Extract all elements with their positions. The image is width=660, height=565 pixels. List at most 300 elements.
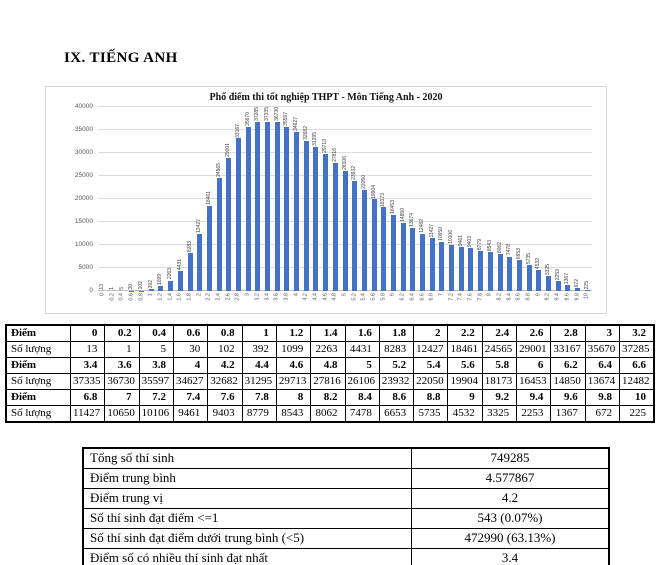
count-cell: 12482: [620, 374, 655, 390]
bar-slot: [243, 107, 253, 297]
x-axis-tick-label: 2: [195, 293, 202, 297]
row-label: Số lượng: [6, 342, 71, 358]
count-cell: 1: [105, 342, 139, 358]
score-cell: 8.2: [311, 390, 345, 406]
bar: [430, 238, 435, 291]
bar-slot: [398, 107, 408, 301]
bar-value-label: 12482: [419, 218, 426, 233]
score-cell: 4.4: [242, 358, 276, 374]
score-cell: 6.8: [71, 390, 105, 406]
bar-value-label: 29001: [225, 142, 232, 157]
bar-value-label: 8062: [496, 241, 503, 253]
count-cell: 32682: [208, 374, 242, 390]
bar: [275, 122, 280, 291]
bar: [478, 251, 483, 291]
bar: [197, 234, 202, 291]
bar-slot: [253, 107, 263, 301]
bar: [420, 234, 425, 291]
summary-label: Điểm trung vị: [83, 489, 412, 509]
score-row: [6, 390, 654, 406]
bar-value-label: 8543: [486, 239, 493, 251]
x-axis-tick-label: 4: [292, 293, 299, 297]
bar-slot: [224, 107, 234, 301]
score-cell: 7.2: [139, 390, 173, 406]
count-row: [6, 374, 654, 390]
bar-value-label: 13: [99, 284, 106, 290]
summary-statistics-table: [82, 447, 610, 565]
row-label: Điểm: [6, 325, 71, 342]
score-cell: 7.4: [173, 390, 207, 406]
bar-slot: [437, 107, 447, 297]
bar-value-label: 23932: [351, 166, 358, 180]
bar: [488, 252, 493, 291]
bar-slot: [108, 107, 118, 301]
bar-slot: [166, 107, 176, 301]
count-cell: 9403: [208, 406, 242, 423]
x-axis-tick-label: 4.6: [321, 293, 328, 301]
score-distribution-chart: [45, 86, 607, 314]
summary-value: 4.577867: [412, 469, 610, 489]
count-cell: 2253: [517, 406, 551, 423]
bar-slot: [408, 107, 418, 301]
y-axis-label: 40000: [74, 102, 93, 110]
x-axis-tick-label: 4.8: [331, 293, 338, 301]
count-cell: 10106: [139, 406, 173, 423]
bar: [158, 286, 163, 291]
bar-slot: [195, 107, 205, 297]
summary-value: 749285: [412, 448, 610, 469]
bar-slot: [379, 107, 389, 301]
x-axis-tick-label: 1.4: [166, 293, 173, 301]
score-cell: 2.8: [551, 325, 585, 342]
summary-label: Điểm trung bình: [83, 469, 412, 489]
bar: [217, 178, 222, 291]
y-axis-label: 10000: [74, 240, 93, 248]
bar: [352, 181, 357, 291]
count-row: [6, 406, 654, 423]
bar-value-label: 225: [583, 280, 590, 289]
bar-slot: [427, 107, 437, 301]
bar-value-label: 26106: [341, 156, 348, 170]
x-axis-tick-label: 8.8: [525, 293, 532, 301]
bar: [168, 281, 173, 291]
count-cell: 16453: [517, 374, 551, 390]
x-axis-tick-label: 9.4: [554, 293, 561, 301]
score-cell: 1.2: [276, 325, 310, 342]
bar-slot: [340, 107, 350, 297]
row-label: Điểm: [6, 390, 71, 406]
x-axis-tick-label: 8.4: [505, 293, 512, 301]
bar-slot: [146, 107, 156, 297]
bar-slot: [563, 107, 573, 301]
bar-value-label: 14850: [399, 207, 406, 222]
summary-value: 4.2: [412, 489, 610, 509]
score-cell: 0.6: [173, 325, 207, 342]
bar: [507, 257, 512, 291]
x-axis-tick-label: 9.2: [544, 293, 551, 301]
bar: [333, 163, 338, 291]
bar: [255, 122, 260, 291]
bar-slot: [553, 107, 563, 301]
bar-slot: [98, 107, 108, 297]
bar: [381, 207, 386, 291]
score-cell: 4: [173, 358, 207, 374]
bar-slot: [418, 107, 428, 301]
count-cell: 6653: [379, 406, 413, 423]
bar-value-label: 32682: [302, 125, 309, 140]
score-cell: 5.6: [448, 358, 482, 374]
x-axis-tick-label: 0.6: [128, 293, 135, 301]
bar-value-label: 11427: [428, 223, 435, 238]
count-cell: 102: [208, 342, 242, 358]
bar-value-label: 18461: [205, 191, 212, 206]
score-cell: 9: [448, 390, 482, 406]
score-cell: 2.6: [517, 325, 551, 342]
bar-value-label: 29713: [322, 139, 329, 154]
score-frequency-table: [5, 324, 655, 423]
bar-value-label: 1367: [564, 272, 571, 284]
bar-value-label: 1: [109, 287, 116, 290]
score-cell: 10: [620, 390, 655, 406]
bar: [575, 288, 580, 291]
x-axis-tick-label: 5.4: [360, 293, 367, 301]
score-cell: 1.6: [345, 325, 379, 342]
count-cell: 33167: [551, 342, 585, 358]
score-cell: 2.2: [448, 325, 482, 342]
bar-slot: [350, 107, 360, 301]
bar-value-label: 2263: [167, 268, 174, 280]
count-cell: 30: [173, 342, 207, 358]
y-axis-label: 25000: [74, 171, 93, 179]
count-cell: 34627: [173, 374, 207, 390]
bar-value-label: 36730: [273, 107, 280, 122]
bar-slot: [321, 107, 331, 301]
x-axis-tick-label: 3.4: [263, 293, 270, 301]
score-cell: 5.2: [379, 358, 413, 374]
bar-slot: [117, 107, 127, 301]
bar: [410, 228, 415, 291]
bar-slot: [263, 107, 273, 301]
count-cell: 8543: [276, 406, 310, 423]
summary-row: [83, 469, 609, 489]
score-row: [6, 358, 654, 374]
bar: [323, 154, 328, 291]
x-axis-tick-label: 6.2: [399, 293, 406, 301]
bar-slot: [476, 107, 486, 301]
y-axis-label: 20000: [74, 194, 93, 202]
score-cell: 4.2: [208, 358, 242, 374]
bar: [265, 122, 270, 291]
score-cell: 2: [414, 325, 448, 342]
count-cell: 37285: [620, 342, 655, 358]
score-cell: 9.6: [551, 390, 585, 406]
x-axis-tick-label: 8: [486, 293, 493, 297]
score-cell: 3.6: [105, 358, 139, 374]
score-cell: 9.2: [482, 390, 516, 406]
bar: [527, 265, 532, 291]
bar: [546, 276, 551, 291]
section-title: IX. TIẾNG ANH: [64, 50, 178, 66]
score-cell: 0.4: [139, 325, 173, 342]
score-cell: 5: [345, 358, 379, 374]
score-cell: 4.8: [311, 358, 345, 374]
x-axis-tick-label: 2.8: [234, 293, 241, 301]
count-cell: 392: [242, 342, 276, 358]
x-axis-tick-label: 1.2: [157, 293, 164, 301]
bar-value-label: 27816: [331, 148, 338, 163]
score-cell: 0.2: [105, 325, 139, 342]
count-cell: 18173: [482, 374, 516, 390]
bar-value-label: 4532: [535, 258, 542, 270]
bar-slot: [176, 107, 186, 301]
bar-slot: [234, 107, 244, 301]
count-cell: 23932: [379, 374, 413, 390]
x-axis-tick-label: 2.6: [225, 293, 232, 301]
x-axis-tick-label: 9.6: [564, 293, 571, 301]
count-cell: 672: [585, 406, 619, 423]
bar-slot: [331, 107, 341, 301]
score-cell: 3.8: [139, 358, 173, 374]
score-cell: 0.8: [208, 325, 242, 342]
x-axis-tick-label: 7.6: [467, 293, 474, 301]
bar-value-label: 37285: [254, 107, 261, 121]
score-cell: 8: [276, 390, 310, 406]
summary-value: 472990 (63.13%): [412, 529, 610, 549]
bar: [556, 281, 561, 291]
x-axis-tick-label: 7.4: [457, 293, 464, 301]
bar-value-label: 8283: [186, 240, 193, 252]
score-cell: 5.8: [482, 358, 516, 374]
bar-slot: [156, 107, 166, 301]
bar-value-label: 19904: [370, 184, 377, 199]
bar-value-label: 392: [147, 279, 154, 289]
bar: [401, 223, 406, 291]
x-axis-tick-label: 9.8: [573, 293, 580, 301]
bar: [226, 158, 231, 291]
count-cell: 35670: [585, 342, 619, 358]
score-cell: 7.8: [242, 390, 276, 406]
bar: [391, 215, 396, 291]
score-cell: 5.4: [414, 358, 448, 374]
bar-value-label: 34627: [293, 116, 300, 131]
row-label: Số lượng: [6, 406, 71, 423]
bar: [517, 260, 522, 291]
bar-value-label: 35597: [283, 112, 290, 127]
count-cell: 8779: [242, 406, 276, 423]
bar-slot: [573, 107, 583, 301]
row-label: Điểm: [6, 358, 71, 374]
x-axis-tick-label: 0: [99, 293, 106, 297]
count-cell: 36730: [105, 374, 139, 390]
summary-value: 543 (0.07%): [412, 509, 610, 529]
bar-slot: [205, 107, 215, 301]
count-cell: 3325: [482, 406, 516, 423]
summary-label: Tổng số thí sinh: [83, 448, 412, 469]
count-row: [6, 342, 654, 358]
bar-value-label: 9403: [467, 235, 474, 247]
bar-value-label: 22050: [360, 174, 367, 189]
bar: [449, 245, 454, 291]
bar-slot: [360, 107, 370, 301]
score-cell: 6.4: [585, 358, 619, 374]
x-axis-tick-label: 6: [389, 293, 396, 297]
y-axis-label: 0: [89, 286, 93, 294]
bar-value-label: 102: [138, 281, 145, 290]
score-cell: 6.2: [551, 358, 585, 374]
bar: [149, 289, 154, 291]
score-cell: 7.6: [208, 390, 242, 406]
bar-value-label: 37335: [264, 107, 271, 121]
bar-value-label: 2253: [554, 268, 561, 280]
bar: [536, 270, 541, 291]
count-cell: 1367: [551, 406, 585, 423]
bar: [313, 147, 318, 291]
bar-slot: [534, 107, 544, 297]
x-axis-tick-label: 3.6: [273, 293, 280, 301]
summary-row: [83, 549, 609, 565]
bar-value-label: 35670: [244, 112, 251, 126]
bar-slot: [495, 107, 505, 301]
bar-slot: [515, 107, 525, 301]
x-axis-tick-label: 3.2: [254, 293, 261, 301]
bar-value-label: 18173: [380, 192, 387, 207]
score-cell: 3: [585, 325, 619, 342]
summary-row: [83, 489, 609, 509]
count-cell: 9461: [173, 406, 207, 423]
x-axis-tick-label: 3: [244, 293, 251, 297]
x-axis-tick-label: 6.6: [418, 293, 425, 301]
count-cell: 225: [620, 406, 655, 423]
count-cell: 5735: [414, 406, 448, 423]
x-axis-tick-label: 0.4: [118, 293, 125, 301]
bar-slot: [292, 107, 302, 297]
bar-slot: [524, 107, 534, 301]
score-cell: 3.2: [620, 325, 655, 342]
count-cell: 18461: [448, 342, 482, 358]
bar-slot: [214, 107, 224, 301]
count-cell: 37335: [71, 374, 105, 390]
count-cell: 13674: [585, 374, 619, 390]
bar-value-label: 5: [118, 287, 125, 290]
y-axis-label: 5000: [78, 263, 93, 271]
count-cell: 31295: [242, 374, 276, 390]
bar: [246, 127, 251, 291]
count-cell: 5: [139, 342, 173, 358]
x-axis-tick-label: 8.6: [515, 293, 522, 301]
x-axis-tick-label: 5.6: [370, 293, 377, 301]
bar-value-label: 31295: [312, 132, 319, 147]
count-cell: 12427: [414, 342, 448, 358]
score-cell: 9.8: [585, 390, 619, 406]
x-axis-tick-label: 6.8: [428, 293, 435, 301]
x-axis-tick-label: 7: [438, 293, 445, 297]
score-cell: 4.6: [276, 358, 310, 374]
bar-value-label: 33167: [234, 123, 241, 138]
bar-slot: [301, 107, 311, 301]
bar-value-label: 10650: [438, 227, 445, 242]
bar-value-label: 10106: [448, 229, 455, 244]
bar-value-label: 16453: [389, 200, 396, 215]
x-axis-tick-label: 0.2: [108, 293, 115, 301]
y-axis-label: 30000: [74, 148, 93, 156]
count-cell: 19904: [448, 374, 482, 390]
count-cell: 8062: [311, 406, 345, 423]
bar-slot: [582, 107, 592, 300]
bar: [284, 127, 289, 291]
x-axis-tick-label: 8.2: [496, 293, 503, 301]
bar-slot: [137, 107, 147, 301]
x-axis-tick-label: 1.8: [186, 293, 193, 301]
count-cell: 13: [71, 342, 105, 358]
score-cell: 6: [517, 358, 551, 374]
bar-value-label: 13674: [409, 213, 416, 228]
score-cell: 8.4: [345, 390, 379, 406]
x-axis-tick-label: 1.6: [176, 293, 183, 301]
score-cell: 3.4: [71, 358, 105, 374]
summary-value: 3.4: [412, 549, 610, 565]
count-cell: 35597: [139, 374, 173, 390]
count-cell: 1099: [276, 342, 310, 358]
bar: [178, 271, 183, 291]
plot-area: [74, 102, 592, 301]
bar: [362, 190, 367, 291]
bar-slot: [311, 107, 321, 301]
bar-value-label: 24565: [215, 163, 222, 178]
bar: [188, 253, 193, 291]
score-cell: 2.4: [482, 325, 516, 342]
bar-value-label: 6653: [515, 248, 522, 260]
x-axis-tick-label: 0.8: [137, 293, 144, 301]
x-axis-tick-label: 5.2: [350, 293, 357, 301]
bar-slot: [127, 107, 137, 301]
bar-slot: [544, 107, 554, 301]
summary-label: Số thí sinh đạt điểm dưới trung bình (<5): [83, 529, 412, 549]
bar-value-label: 8779: [477, 238, 484, 250]
x-axis-tick-label: 5.8: [380, 293, 387, 301]
x-axis-tick-label: 3.8: [283, 293, 290, 301]
bar: [468, 248, 473, 291]
count-cell: 22050: [414, 374, 448, 390]
bar-slot: [389, 107, 399, 297]
count-cell: 2263: [311, 342, 345, 358]
x-axis-tick-label: 4.2: [302, 293, 309, 301]
bar: [565, 285, 570, 291]
x-axis-tick-label: 9: [535, 293, 542, 297]
bar-slot: [369, 107, 379, 301]
summary-row: [83, 529, 609, 549]
x-axis-tick-label: 4.4: [312, 293, 319, 301]
bar: [439, 242, 444, 291]
bar-value-label: 12427: [196, 218, 203, 233]
count-cell: 26106: [345, 374, 379, 390]
x-axis-tick-label: 2.2: [205, 293, 212, 301]
score-cell: 6.6: [620, 358, 655, 374]
summary-row: [83, 448, 609, 469]
bar-slot: [185, 107, 195, 301]
x-axis-tick-label: 5: [341, 293, 348, 297]
bar-value-label: 672: [574, 278, 581, 287]
bar-value-label: 7478: [506, 244, 513, 256]
bar-value-label: 3325: [544, 263, 551, 275]
score-cell: 8.8: [414, 390, 448, 406]
summary-label: Điểm số có nhiều thí sinh đạt nhất: [83, 549, 412, 565]
score-cell: 9.4: [517, 390, 551, 406]
bar-slot: [505, 107, 515, 301]
bar: [294, 132, 299, 291]
y-axis-label: 15000: [74, 217, 93, 225]
count-cell: 4532: [448, 406, 482, 423]
score-cell: 7: [105, 390, 139, 406]
